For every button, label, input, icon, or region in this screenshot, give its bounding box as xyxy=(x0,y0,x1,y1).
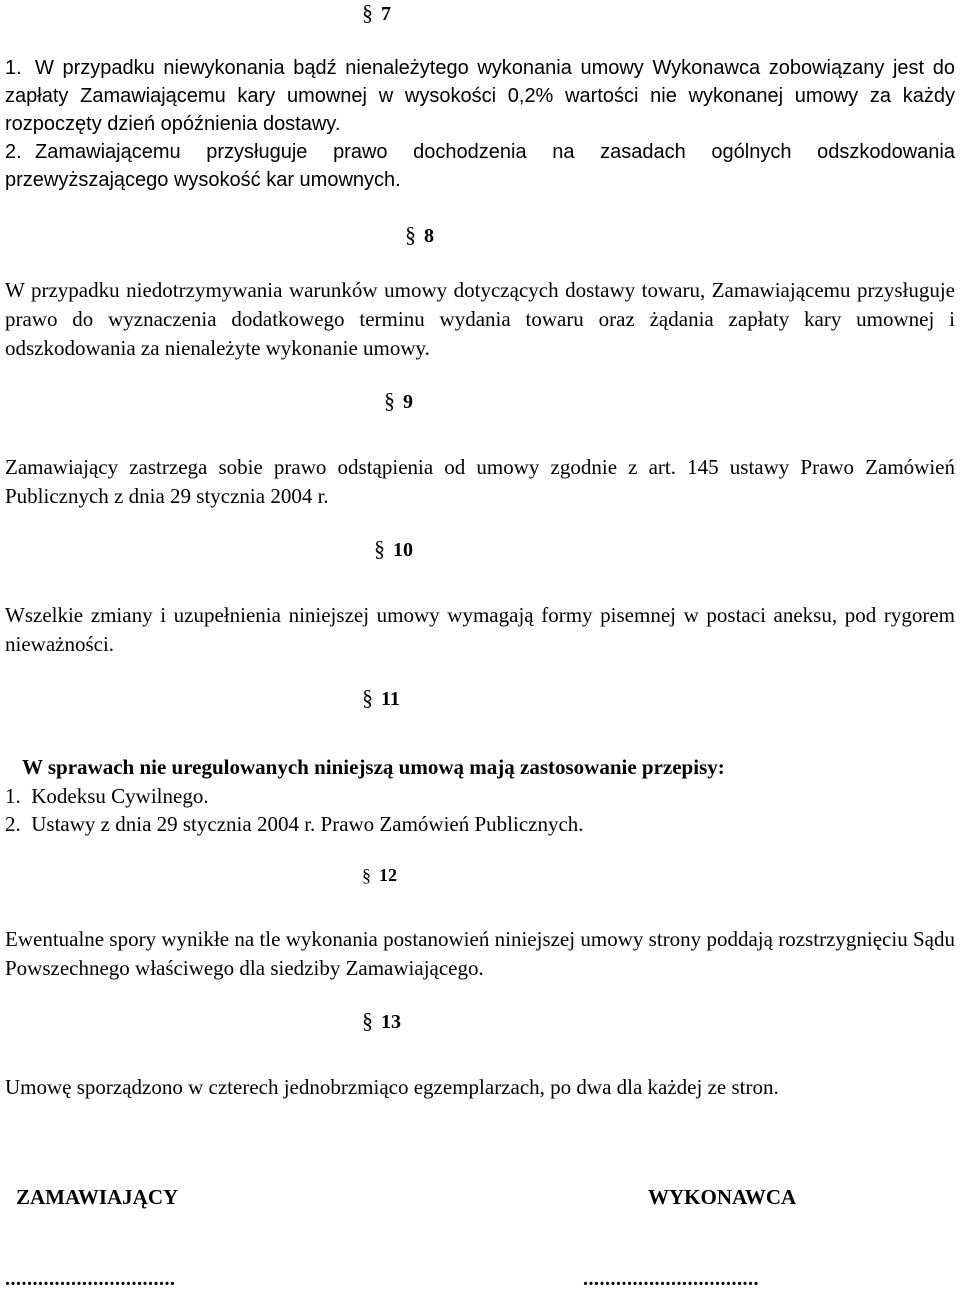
section-7-heading xyxy=(362,0,391,26)
section-7-item-1: 1. W przypadku niewykonania bądź nienależytego wykonania umowy Wykonawca zobowiązany jest do zapłaty Zamawiającemu kary umownej w wysokości 0,2% wartości nie wykonanej umowy za każdy rozpoczęty dzień opóźnienia dostawy. xyxy=(5,57,955,135)
section-12-text: Ewentualne spory wynikłe na tle wykonania postanowień niniejszej umowy strony poddają rozstrzygnięciu Sądu Powszechnego właściwego dla siedziby Zamawiającego. xyxy=(5,927,955,980)
list-item: 1. Kodeksu Cywilnego. xyxy=(5,784,209,808)
section-11-heading xyxy=(362,685,400,711)
section-symbol: § xyxy=(384,388,395,413)
list-item: 2. Ustawy z dnia 29 stycznia 2004 r. Prawo Zamówień Publicznych. xyxy=(5,812,584,836)
section-symbol: § xyxy=(374,536,385,561)
section-8-text: W przypadku niedotrzymywania warunków umowy dotyczących dostawy towaru, Zamawiającemu przysługuje prawo do wyznaczenia dodatkowego terminu wydania towaru oraz żądania zapłaty kary umownej i odszkodowania za nienależyte wykonanie umowy. xyxy=(5,278,955,360)
section-symbol: § xyxy=(405,222,416,247)
section-12-heading xyxy=(362,864,397,887)
section-9-heading xyxy=(384,388,413,414)
section-number: 7 xyxy=(381,3,391,25)
signature-line-contractor: ................................ xyxy=(583,1268,759,1290)
section-number: 11 xyxy=(381,688,400,710)
signature-label-ordering-party: ZAMAWIAJĄCY xyxy=(16,1185,179,1209)
section-13-text: Umowę sporządzono w czterech jednobrzmiąco egzemplarzach, po dwa dla każdej ze stron. xyxy=(5,1075,779,1099)
section-number: 8 xyxy=(424,225,434,247)
section-symbol: § xyxy=(362,865,371,885)
section-7-item-2: 2. Zamawiającemu przysługuje prawo dochodzenia na zasadach ogólnych odszkodowania przewyższającego wysokość kar umownych. xyxy=(5,141,955,191)
section-symbol: § xyxy=(362,685,373,710)
section-7-body xyxy=(5,54,955,194)
section-10-text: Wszelkie zmiany i uzupełnienia niniejszej umowy wymagają formy pisemnej w postaci aneksu, pod rygorem nieważności. xyxy=(5,603,955,656)
section-number: 12 xyxy=(379,865,397,885)
section-11-list xyxy=(5,782,584,838)
signature-line-ordering-party: ............................... xyxy=(5,1268,176,1290)
section-10-heading xyxy=(374,536,413,562)
section-number: 10 xyxy=(393,539,413,561)
section-13-heading xyxy=(362,1008,401,1034)
section-9-text: Zamawiający zastrzega sobie prawo odstąpienia od umowy zgodnie z art. 145 ustawy Prawo Zamówień Publicznych z dnia 29 stycznia 2004 r. xyxy=(5,455,955,508)
section-symbol: § xyxy=(362,1008,373,1033)
section-symbol: § xyxy=(362,0,373,25)
section-8-heading xyxy=(405,222,434,248)
section-number: 13 xyxy=(381,1011,401,1033)
signature-label-contractor: WYKONAWCA xyxy=(648,1185,797,1209)
section-number: 9 xyxy=(403,391,413,413)
section-11-intro: W sprawach nie uregulowanych niniejszą umową mają zastosowanie przepisy: xyxy=(22,755,725,779)
